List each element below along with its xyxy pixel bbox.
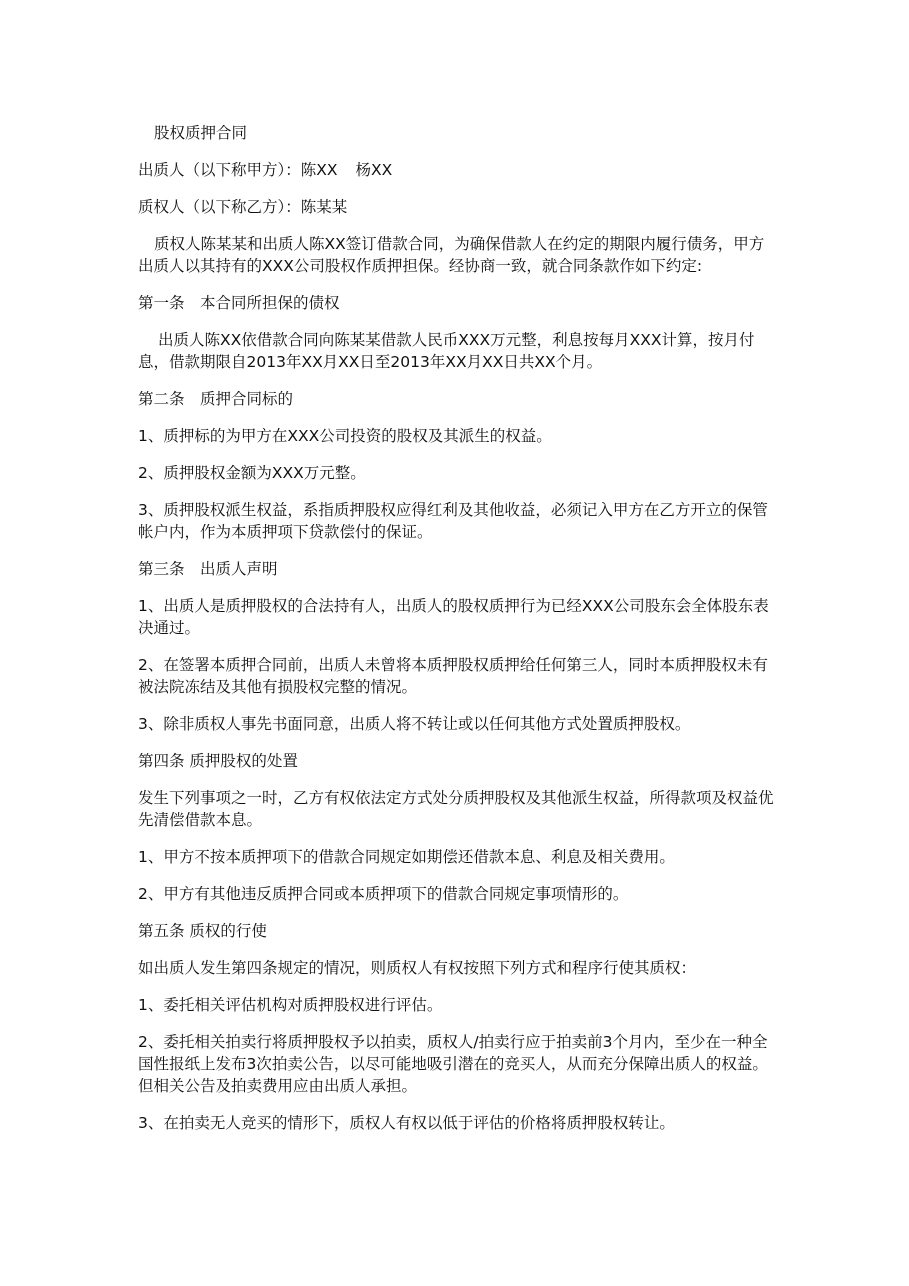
pledgee-label: 质权人（以下称乙方）： xyxy=(138,198,301,216)
article5-heading: 第五条 质权的行使 xyxy=(138,922,267,940)
intro-paragraph: 质权人陈某某和出质人陈XX签订借款合同，为确保借款人在约定的期限内履行债务，甲方出质人以其持有的XXX公司股权作质押担保。经协商一致，就合同条款作如下约定: xyxy=(138,235,765,275)
pledgor-line xyxy=(138,159,778,181)
article3-item-1: 1、出质人是质押股权的合法持有人，出质人的股权质押行为已经XXX公司股东会全体股东表决通过。 xyxy=(138,597,769,637)
pledgor-name-1: 陈XX xyxy=(300,161,338,179)
document-title: 股权质押合同 xyxy=(154,124,248,142)
article2-item-1: 1、质押标的为甲方在XXX公司投资的股权及其派生的权益。 xyxy=(138,427,552,445)
document-page xyxy=(138,122,778,1149)
article1-body: 出质人陈XX依借款合同向陈某某借款人民币XXX万元整，利息按每月XXX计算，按月付息，借款期限自2013年XX月XX日至2013年XX月XX日共XX个月。 xyxy=(138,331,755,371)
pledgee-name: 陈某某 xyxy=(300,198,348,216)
article4-heading: 第四条 质押股权的处置 xyxy=(138,752,298,770)
article4-body: 发生下列事项之一时，乙方有权依法定方式处分质押股权及其他派生权益，所得款项及权益优先清偿借款本息。 xyxy=(138,789,774,829)
article3-heading: 第三条 出质人声明 xyxy=(138,560,278,578)
pledgor-name-2: 杨XX xyxy=(355,161,393,179)
article1-heading: 第一条 本合同所担保的债权 xyxy=(138,294,340,312)
article3-item-3: 3、除非质权人事先书面同意，出质人将不转让或以任何其他方式处置质押股权。 xyxy=(138,715,691,733)
article4-item-1: 1、甲方不按本质押项下的借款合同规定如期偿还借款本息、利息及相关费用。 xyxy=(138,848,675,866)
article2-item-2: 2、质押股权金额为XXX万元整。 xyxy=(138,464,366,482)
article5-item-2: 2、委托相关拍卖行将质押股权予以拍卖，质权人/拍卖行应于拍卖前3个月内，至少在一种全国性报纸上发布3次拍卖公告，以尽可能地吸引潜在的竞买人，从而充分保障出质人的权益。但相关公告及拍卖费用应由出质人承担。 xyxy=(138,1033,768,1095)
article3-item-2: 2、在签署本质押合同前，出质人未曾将本质押股权质押给任何第三人，同时本质押股权未有被法院冻结及其他有损股权完整的情况。 xyxy=(138,656,768,696)
article2-item-3: 3、质押股权派生权益，系指质押股权应得红利及其他收益，必须记入甲方在乙方开立的保管帐户内，作为本质押项下贷款偿付的保证。 xyxy=(138,501,768,541)
article5-body: 如出质人发生第四条规定的情况，则质权人有权按照下列方式和程序行使其质权： xyxy=(138,959,697,977)
article5-item-3: 3、在拍卖无人竞买的情形下，质权人有权以低于评估的价格将质押股权转让。 xyxy=(138,1114,675,1132)
article2-heading: 第二条 质押合同标的 xyxy=(138,390,294,408)
article5-item-1: 1、委托相关评估机构对质押股权进行评估。 xyxy=(138,996,443,1014)
article4-item-2: 2、甲方有其他违反质押合同或本质押项下的借款合同规定事项情形的。 xyxy=(138,885,629,903)
pledgee-line xyxy=(138,196,778,218)
pledgor-label: 出质人（以下称甲方）： xyxy=(138,161,301,179)
